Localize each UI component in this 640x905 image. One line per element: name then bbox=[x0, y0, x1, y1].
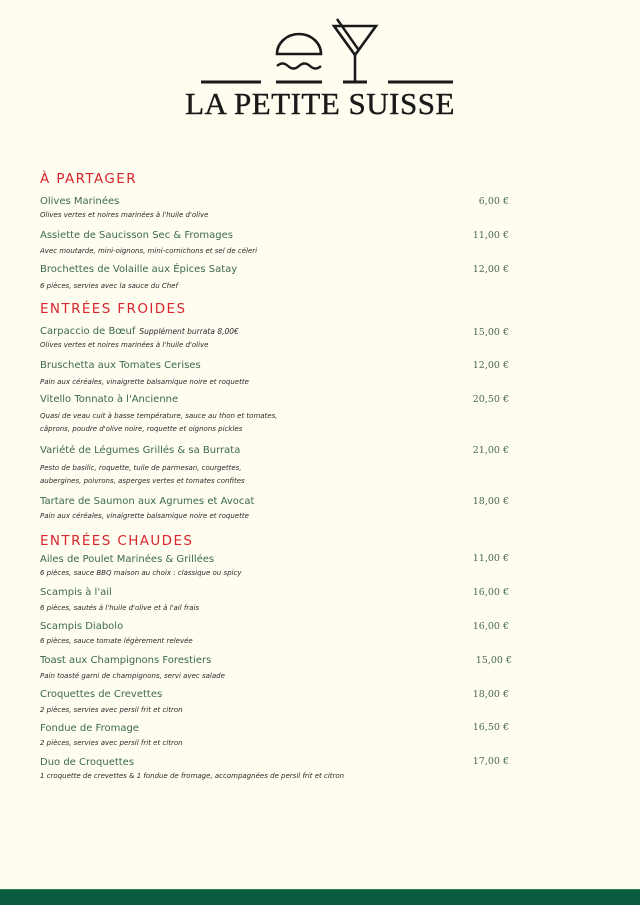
menu-item-description: Pain toasté garni de champignons, servi avec salade bbox=[40, 672, 225, 680]
menu-item-description: 1 croquette de crevettes & 1 fondue de fromage, accompagnées de persil frit et citron bbox=[40, 772, 345, 780]
section-title-entrees-froides: ENTRÉES FROIDES bbox=[40, 301, 187, 317]
menu-item-name: Duo de Croquettes bbox=[40, 757, 135, 768]
menu-item-description: 2 pièces, servies avec persil frit et citron bbox=[40, 739, 183, 747]
section-title-entrees-chaudes: ENTRÉES CHAUDES bbox=[40, 533, 194, 549]
logo-graphic bbox=[195, 16, 455, 86]
menu-item-price: 6,00 € bbox=[478, 196, 509, 207]
menu-item-price: 21,00 € bbox=[472, 445, 509, 456]
menu-item-price: 18,00 € bbox=[472, 496, 509, 507]
menu-item-name: Bruschetta aux Tomates Cerises bbox=[40, 360, 201, 371]
menu-item-name: Croquettes de Crevettes bbox=[40, 689, 163, 700]
burger-icon bbox=[276, 34, 322, 82]
menu-item-description: 6 pièces, sauce tomate légèrement relevée bbox=[40, 637, 193, 645]
menu-item-name: Scampis Diabolo bbox=[40, 621, 124, 632]
menu-item-description: câprons, poudre d'olive noire, roquette et oignons pickles bbox=[40, 425, 243, 433]
menu-item-price: 16,00 € bbox=[472, 621, 509, 632]
section-title-a-partager: À PARTAGER bbox=[40, 171, 138, 187]
menu-item-price: 16,00 € bbox=[472, 587, 509, 598]
menu-item-name: Scampis à l'ail bbox=[40, 587, 112, 598]
menu-item-description: Avec moutarde, mini-oignons, mini-cornichons et sel de céleri bbox=[40, 247, 258, 255]
menu-item-description: Pain aux céréales, vinaigrette balsamique noire et roquette bbox=[40, 512, 249, 520]
menu-item-price: 12,00 € bbox=[472, 360, 509, 371]
menu-item-name: Tartare de Saumon aux Agrumes et Avocat bbox=[40, 496, 255, 507]
menu-item-description: 6 pièces, sauce BBQ maison au choix : classique ou spicy bbox=[40, 569, 242, 577]
menu-item-supplement: Supplément burrata 8,00€ bbox=[139, 327, 239, 336]
footer-bar bbox=[0, 889, 640, 905]
menu-item-price: 11,00 € bbox=[472, 553, 509, 564]
menu-item-description: Quasi de veau cuit à basse température, sauce au thon et tomates, bbox=[40, 412, 278, 420]
menu-item-description: 2 pièces, servies avec persil frit et citron bbox=[40, 706, 183, 714]
menu-item-description: 6 pièces, sautés à l'huile d'olive et à l'ail frais bbox=[40, 604, 200, 612]
menu-item-name: Toast aux Champignons Forestiers bbox=[40, 655, 212, 666]
menu-item-name: Brochettes de Volaille aux Épices Satay bbox=[40, 264, 238, 275]
menu-item-name bbox=[40, 326, 239, 337]
menu-item-description: aubergines, poivrons, asperges vertes et tomates confites bbox=[40, 477, 245, 485]
menu-item-description: 6 pièces, servies avec la sauce du Chef bbox=[40, 282, 178, 290]
menu-item-description: Pesto de basilic, roquette, tuile de parmesan, courgettes, bbox=[40, 464, 242, 472]
menu-item-price: 20,50 € bbox=[472, 394, 509, 405]
menu-item-price: 17,00 € bbox=[472, 756, 509, 767]
menu-item-price: 11,00 € bbox=[472, 230, 509, 241]
menu-item-description: Olives vertes et noires marinées à l'huile d'olive bbox=[40, 211, 209, 219]
menu-item-price: 12,00 € bbox=[472, 264, 509, 275]
menu-item-description: Pain aux céréales, vinaigrette balsamique noire et roquette bbox=[40, 378, 249, 386]
cocktail-glass-icon bbox=[334, 19, 376, 82]
menu-item-name: Vitello Tonnato à l'Ancienne bbox=[40, 394, 179, 405]
menu-item-name-text: Carpaccio de Bœuf bbox=[40, 326, 136, 337]
menu-item-price: 15,00 € bbox=[472, 327, 509, 338]
brand-name: LA PETITE SUISSE bbox=[185, 86, 455, 121]
menu-item-price: 18,00 € bbox=[472, 689, 509, 700]
menu-item-price: 15,00 € bbox=[475, 655, 512, 666]
menu-item-price: 16,50 € bbox=[472, 722, 509, 733]
menu-item-description: Olives vertes et noires marinées à l'huile d'olive bbox=[40, 341, 209, 349]
menu-item-name: Fondue de Fromage bbox=[40, 723, 139, 734]
menu-item-name: Assiette de Saucisson Sec & Fromages bbox=[40, 230, 233, 241]
menu-item-name: Ailes de Poulet Marinées & Grillées bbox=[40, 554, 215, 565]
menu-item-name: Olives Marinées bbox=[40, 196, 120, 207]
menu-item-name: Variété de Légumes Grillés & sa Burrata bbox=[40, 445, 241, 456]
